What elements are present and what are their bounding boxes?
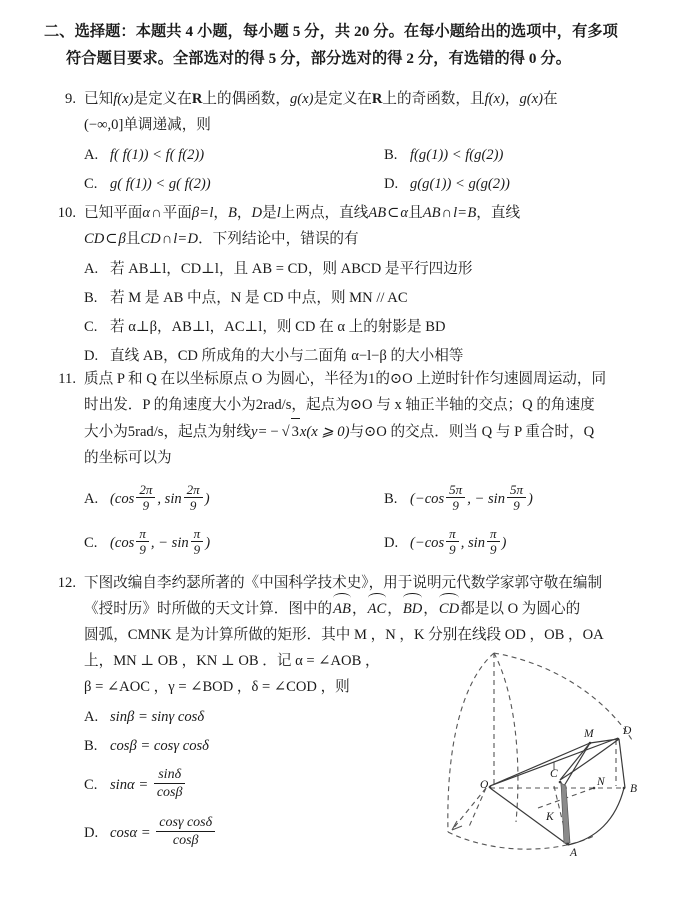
q10-option-B[interactable]	[84, 284, 664, 313]
q10-cap3: ∩	[161, 231, 173, 247]
q10-option-B-text: 若 M 是 AB 中点，N 是 CD 中点，则 MN // AC	[110, 290, 408, 306]
q11-option-A[interactable]	[84, 477, 384, 521]
q10-B: B	[228, 205, 237, 221]
point-C	[559, 781, 562, 784]
q12-option-A[interactable]	[84, 703, 424, 732]
q10-p3: 是	[262, 205, 277, 221]
q12-line2-a: 《授时历》时所做的天文计算．图中的	[84, 601, 333, 617]
arc-CD-solid	[560, 739, 619, 780]
q11D-num2: π	[487, 526, 500, 542]
q12-line2-b: 都是以 O 为圆心的	[460, 601, 581, 617]
arc-AB-solid	[568, 788, 624, 845]
q11-radicand: 3	[291, 418, 300, 445]
q10-l: l	[209, 205, 214, 221]
q11B-p0: (−cos	[410, 491, 445, 507]
sqrt-icon: √ 3	[280, 418, 300, 445]
question-11-line2: 时出发．P 的角速度大小为2rad/s，起点为⊙O 与 x 轴正半轴的交点；Q 的角速度	[84, 397, 595, 413]
q10-B2: B	[467, 205, 477, 221]
q11-cond: (x ⩾ 0)	[306, 424, 350, 440]
q11B-p3: , − sin	[467, 491, 506, 507]
q9-R1: R	[191, 91, 203, 107]
q12-option-B-expr: cosβ = cosγ cosδ	[110, 738, 209, 754]
q10-option-A-label: A.	[84, 261, 99, 277]
question-9-stem	[84, 86, 664, 112]
q9-option-B-expr: f(g(1)) < f(g(2))	[410, 147, 504, 163]
q10-p4: 上两点，直线	[280, 205, 369, 221]
q11D-p3: , sin	[460, 535, 486, 551]
label-B: B	[630, 783, 638, 795]
section-header	[44, 18, 654, 72]
q9-stem-e: 上的奇函数，且	[382, 91, 485, 107]
q9-option-A-expr: f( f(1)) < f( f(2))	[110, 147, 205, 163]
q10-qie: 且	[408, 205, 423, 221]
q9-option-C[interactable]	[84, 170, 384, 199]
q10-c3: ，直线	[476, 205, 521, 221]
q11-eq: = −	[258, 424, 279, 440]
q12-option-B-label: B.	[84, 738, 98, 754]
segment-CM	[560, 743, 590, 780]
question-12-options	[84, 703, 424, 857]
question-12-line4: 上，MN ⊥ OB ，KN ⊥ OB ．记 α = ∠AOB ，	[84, 653, 380, 669]
q9-option-A[interactable]	[84, 141, 384, 170]
q11C-p6: )	[205, 535, 211, 551]
label-K: K	[546, 811, 554, 823]
q11D-p0: (−cos	[410, 535, 445, 551]
q10-sub2: ⊂	[105, 231, 118, 247]
question-11	[44, 366, 664, 565]
q11C-den2: 9	[193, 541, 201, 557]
meridian-left-arc	[448, 653, 494, 832]
q11-option-B-expr	[410, 477, 533, 521]
q12C-den: cosβ	[156, 784, 183, 800]
q10-sub: ⊂	[387, 205, 400, 221]
question-10-number: 10.	[57, 205, 76, 221]
q10-option-D-label: D.	[84, 348, 99, 364]
q10-l3: l	[453, 205, 458, 221]
point-N	[593, 787, 596, 790]
q10-AB: AB	[368, 205, 387, 221]
q9-option-C-label: C.	[84, 176, 98, 192]
question-11-line1: 质点 P 和 Q 在以坐标原点 O 为圆心，半径为1的⊙O 上逆时针作匀速圆周运动，同	[84, 371, 607, 387]
q10-beta: β	[191, 205, 200, 221]
q11B-num1: 5π	[446, 482, 465, 498]
q10-alpha2: α	[400, 205, 409, 221]
question-11-line3	[84, 418, 664, 445]
question-12-line5: β = ∠AOC ，γ = ∠BOD ，δ = ∠COD ，则	[84, 679, 350, 695]
q10-c2: ，	[236, 205, 252, 221]
q9-stem-tail: 在	[542, 91, 558, 107]
q10-option-A-text: 若 AB⊥l，CD⊥l，且 AB = CD，则 ABCD 是平行四边形	[110, 261, 473, 277]
label-N: N	[597, 776, 605, 788]
q10-beta2: β	[118, 231, 126, 247]
question-9	[44, 86, 664, 199]
q9-stem-line2-text: 单调递减，则	[123, 117, 211, 133]
question-12-line1: 下图改编自李约瑟所著的《中国科学技术史》，用于说明元代数学家郭守敬在编制	[84, 575, 603, 591]
q11A-p0: (cos	[110, 491, 135, 507]
question-11-line4: 的坐标可以为	[84, 450, 172, 466]
q10-CD2: CD	[140, 231, 161, 247]
q11B-den1: 9	[452, 497, 459, 513]
label-C: C	[550, 768, 558, 780]
q10-D: D	[251, 205, 263, 221]
q11B-den2: 9	[513, 497, 520, 513]
q10-c1: ，	[213, 205, 228, 221]
arc-CD: CD	[438, 596, 460, 622]
q10-tail: ．下列结论中，错误的有	[198, 231, 359, 247]
question-10	[44, 200, 664, 371]
radius-O-lower-left2	[468, 788, 486, 829]
label-D: D	[623, 725, 632, 737]
q12C-num: sinδ	[154, 766, 186, 784]
q10-option-C-label: C.	[84, 319, 98, 335]
q9-option-A-label: A.	[84, 147, 99, 163]
question-9-number: 9.	[65, 91, 76, 107]
q9-stem-d: 是定义在	[313, 91, 372, 107]
section-header-line2: 符合题目要求。全部选对的得 5 分，部分选对的得 2 分，有选错的得 0 分。	[66, 50, 572, 67]
q10-option-C-text: 若 α⊥β，AB⊥l，AC⊥l，则 CD 在 α 上的射影是 BD	[110, 319, 446, 335]
diagram-points	[489, 738, 626, 846]
question-11-number: 11.	[58, 371, 76, 387]
q11C-num1: π	[136, 526, 149, 542]
q10-p1: 已知平面	[84, 205, 143, 221]
q12-option-D-label: D.	[84, 825, 99, 841]
q10-AB2: AB	[422, 205, 441, 221]
q10-option-C[interactable]	[84, 313, 664, 342]
point-B	[623, 787, 626, 790]
q11C-p3: , − sin	[150, 535, 189, 551]
q11-line3-a: 大小为5rad/s，起点为射线	[84, 424, 252, 440]
q11-x: x	[299, 424, 307, 440]
radius-O-lower-left	[452, 788, 486, 830]
point-A	[567, 843, 570, 846]
q10-l4: l	[173, 231, 178, 247]
question-10-stem-line1	[84, 200, 664, 226]
q12D-lhs: cosα =	[110, 825, 151, 841]
q10-option-B-label: B.	[84, 290, 98, 306]
q9-option-C-expr: g( f(1)) < g( f(2))	[110, 176, 211, 192]
q10-eq: =	[200, 205, 209, 221]
q10-qie2: 且	[125, 231, 141, 247]
question-11-options	[84, 477, 664, 565]
q9-g: g	[289, 91, 298, 107]
q9-gx2: (x)	[526, 91, 543, 107]
q11A-den1: 9	[142, 497, 150, 513]
q9-stem-a: 已知	[84, 91, 114, 107]
q9-interval: (−∞,0]	[84, 117, 124, 133]
point-O	[489, 786, 492, 789]
q12-option-C[interactable]	[84, 761, 424, 809]
q9-fx: (x)	[117, 91, 134, 107]
q12-option-C-expr	[110, 761, 424, 809]
q12-option-D[interactable]	[84, 809, 424, 857]
question-9-stem-line2	[84, 112, 664, 138]
q12D-den: cosβ	[172, 832, 199, 848]
q9-option-D-label: D.	[384, 176, 399, 192]
q11A-p6: )	[204, 491, 210, 507]
segment-DB	[619, 739, 625, 788]
question-9-options	[84, 141, 664, 199]
q11-option-C-label: C.	[84, 535, 98, 551]
question-12-line3: 圆弧，CMNK 是为计算所做的矩形．其中 M ，N ，K 分别在线段 OD ，OB ，OA	[84, 627, 604, 643]
arc-AB: AB	[332, 596, 352, 622]
question-10-stem-line2	[84, 226, 664, 252]
q11-option-D[interactable]	[384, 521, 506, 565]
q12-option-D-expr	[110, 809, 424, 857]
q10-eq3: =	[178, 231, 187, 247]
question-12-number: 12.	[57, 575, 76, 591]
q11D-num1: π	[446, 526, 459, 542]
q9-comma: ，	[504, 91, 520, 107]
q10-cap: ∩	[151, 205, 162, 221]
q10-D2: D	[187, 231, 199, 247]
section-header-line1: 二、选择题：本题共 4 小题，每小题 5 分，共 20 分。在每小题给出的选项中，有多项	[44, 23, 618, 40]
q11-option-A-expr	[110, 477, 384, 521]
label-M: M	[584, 728, 594, 740]
q9-f2: f	[484, 91, 489, 107]
arc-BD: BD	[402, 596, 423, 622]
q9-stem-c: 上的偶函数，	[202, 91, 290, 107]
question-12-line2: 《授时历》时所做的天文计算．图中的AB，AC，BD，CD都是以 O 为圆心的	[84, 596, 664, 622]
segment-OM	[490, 743, 590, 786]
q12-option-C-label: C.	[84, 777, 98, 793]
q10-option-D-text: 直线 AB，CD 所成角的大小与二面角 α−l−β 的大小相等	[110, 348, 464, 364]
q11D-p6: )	[501, 535, 507, 551]
q10-cap2: ∩	[441, 205, 453, 221]
q12C-lhs: sinα =	[110, 777, 149, 793]
q9-f: f	[113, 91, 118, 107]
q11A-den2: 9	[189, 497, 197, 513]
label-A: A	[570, 847, 578, 859]
shaded-strip-CK	[561, 783, 570, 843]
q9-option-B[interactable]	[384, 141, 503, 170]
arc-AC: AC	[367, 596, 388, 622]
q11D-den2: 9	[490, 541, 497, 557]
q9-gx: (x)	[297, 91, 314, 107]
point-M	[589, 742, 592, 745]
q11-option-C-expr	[110, 521, 384, 565]
q12-option-B[interactable]	[84, 732, 424, 761]
q9-R2: R	[371, 91, 383, 107]
q11-line3-b: 与⊙O 的交点．则当 Q 与 P 重合时，Q	[349, 424, 595, 440]
q11-y: y	[251, 424, 258, 440]
arrow-head-icon	[452, 821, 462, 830]
q11A-num1: 2π	[136, 482, 155, 498]
q9-option-B-label: B.	[384, 147, 398, 163]
question-10-options	[84, 255, 664, 371]
q11C-num2: π	[191, 526, 204, 542]
q12D-num: cosγ cosδ	[156, 814, 215, 832]
q11-option-B[interactable]	[384, 477, 533, 521]
q11A-p3: , sin	[157, 491, 182, 507]
q11D-den1: 9	[449, 541, 456, 557]
geometry-diagram	[418, 636, 684, 876]
q11C-den1: 9	[139, 541, 146, 557]
q9-g2: g	[519, 91, 527, 107]
q11-option-B-label: B.	[384, 491, 398, 507]
q9-option-D-expr: g(g(1)) < g(g(2))	[410, 176, 510, 192]
q11-option-A-label: A.	[84, 491, 99, 507]
q10-l2: l	[276, 205, 281, 221]
q12-option-A-expr: sinβ = sinγ cosδ	[110, 709, 205, 725]
q12-option-A-label: A.	[84, 709, 99, 725]
q11-option-C[interactable]	[84, 521, 384, 565]
q10-CD: CD	[84, 231, 105, 247]
q10-p2: 平面	[162, 205, 192, 221]
q11-option-D-label: D.	[384, 535, 399, 551]
q11B-p6: )	[528, 491, 533, 507]
q11C-p0: (cos	[110, 535, 135, 551]
q10-eq2: =	[458, 205, 467, 221]
q10-alpha: α	[142, 205, 151, 221]
q11B-num2: 5π	[507, 482, 526, 498]
meridian-mid-arc	[494, 653, 518, 822]
q11-option-D-expr	[410, 521, 506, 565]
q9-stem-b: 是定义在	[133, 91, 192, 107]
segment-MN	[564, 743, 590, 786]
q9-fx2: (x)	[488, 91, 505, 107]
q11A-num2: 2π	[184, 482, 203, 498]
label-O: O	[480, 779, 489, 791]
point-D	[617, 738, 620, 741]
q9-option-D[interactable]	[384, 170, 510, 199]
meridian-right-arc	[494, 653, 632, 740]
q10-option-A[interactable]	[84, 255, 664, 284]
